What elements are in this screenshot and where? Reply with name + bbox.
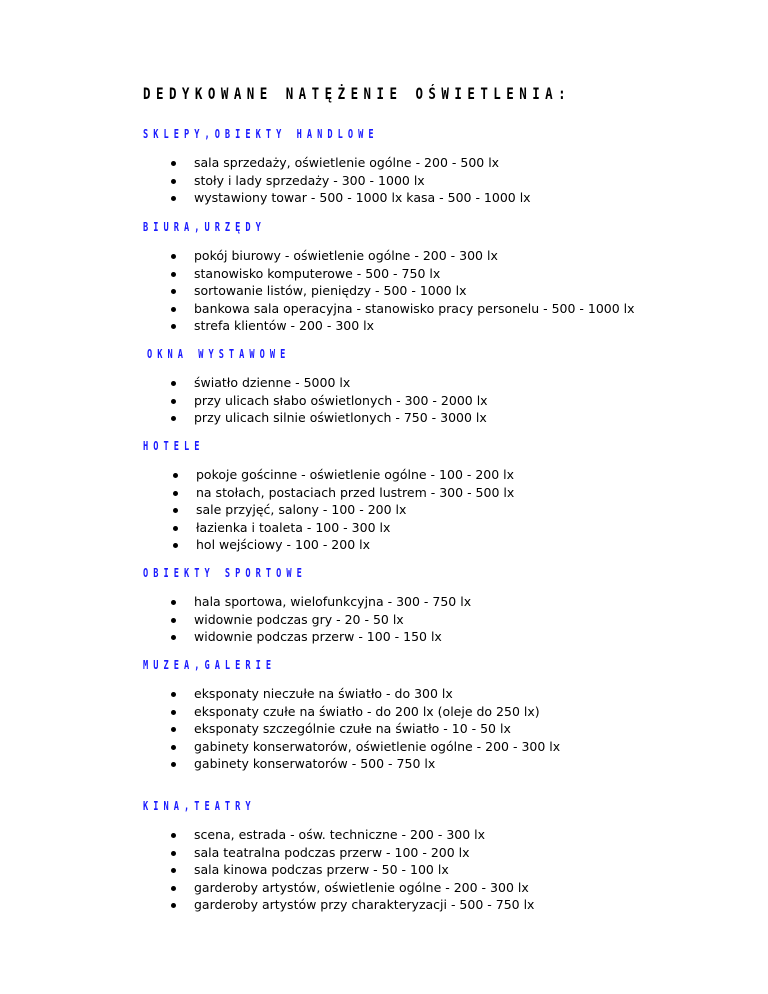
section-offices — [143, 219, 743, 334]
section-heading: KINA,TEATRY — [143, 799, 256, 813]
section-sports — [143, 565, 743, 645]
item-list — [171, 154, 531, 207]
section-museums — [143, 657, 743, 772]
list-item: sortowanie listów, pieniędzy - 500 - 1000 lx — [171, 282, 635, 300]
list-item: eksponaty nieczułe na światło - do 300 lx — [171, 685, 560, 703]
item-list — [171, 826, 534, 914]
item-list — [173, 466, 514, 554]
list-item: sala sprzedaży, oświetlenie ogólne - 200 - 500 lx — [171, 154, 531, 172]
list-item: światło dzienne - 5000 lx — [171, 374, 488, 392]
list-item: stanowisko komputerowe - 500 - 750 lx — [171, 265, 635, 283]
list-item: sala kinowa podczas przerw - 50 - 100 lx — [171, 861, 534, 879]
list-item: eksponaty czułe na światło - do 200 lx (oleje do 250 lx) — [171, 703, 560, 721]
list-item: widownie podczas gry - 20 - 50 lx — [171, 611, 471, 629]
section-heading: OBIEKTY SPORTOWE — [143, 566, 307, 580]
list-item: bankowa sala operacyjna - stanowisko pracy personelu - 500 - 1000 lx — [171, 300, 635, 318]
list-item: garderoby artystów, oświetlenie ogólne - 200 - 300 lx — [171, 879, 534, 897]
section-heading: MUZEA,GALERIE — [143, 658, 277, 672]
list-item: strefa klientów - 200 - 300 lx — [171, 317, 635, 335]
section-heading: BIURA,URZĘDY — [143, 220, 266, 234]
list-item: pokoje gościnne - oświetlenie ogólne - 100 - 200 lx — [173, 466, 514, 484]
list-item: przy ulicach silnie oświetlonych - 750 - 3000 lx — [171, 409, 488, 427]
list-item: przy ulicach słabo oświetlonych - 300 - 2000 lx — [171, 392, 488, 410]
section-shops — [143, 126, 743, 206]
list-item: gabinety konserwatorów - 500 - 750 lx — [171, 755, 560, 773]
list-item: scena, estrada - ośw. techniczne - 200 - 300 lx — [171, 826, 534, 844]
item-list — [171, 374, 488, 427]
list-item: stoły i lady sprzedaży - 300 - 1000 lx — [171, 172, 531, 190]
section-heading: OKNA WYSTAWOWE — [147, 347, 291, 361]
section-heading: SKLEPY,OBIEKTY HANDLOWE — [143, 127, 379, 141]
list-item: pokój biurowy - oświetlenie ogólne - 200 - 300 lx — [171, 247, 635, 265]
document-title: DEDYKOWANE NATĘŻENIE OŚWIETLENIA: — [143, 84, 572, 103]
item-list — [171, 593, 471, 646]
list-item: wystawiony towar - 500 - 1000 lx kasa - 500 - 1000 lx — [171, 189, 531, 207]
list-item: sale przyjęć, salony - 100 - 200 lx — [173, 501, 514, 519]
list-item: gabinety konserwatorów, oświetlenie ogólne - 200 - 300 lx — [171, 738, 560, 756]
list-item: hol wejściowy - 100 - 200 lx — [173, 536, 514, 554]
section-hotels — [143, 438, 743, 553]
section-cinemas-theatres — [143, 798, 743, 913]
list-item: hala sportowa, wielofunkcyjna - 300 - 750 lx — [171, 593, 471, 611]
item-list — [171, 685, 560, 773]
list-item: garderoby artystów przy charakteryzacji - 500 - 750 lx — [171, 896, 534, 914]
list-item: sala teatralna podczas przerw - 100 - 200 lx — [171, 844, 534, 862]
list-item: łazienka i toaleta - 100 - 300 lx — [173, 519, 514, 537]
section-shop-windows — [147, 346, 747, 426]
list-item: widownie podczas przerw - 100 - 150 lx — [171, 628, 471, 646]
item-list — [171, 247, 635, 335]
section-heading: HOTELE — [143, 439, 205, 453]
list-item: eksponaty szczególnie czułe na światło - 10 - 50 lx — [171, 720, 560, 738]
list-item: na stołach, postaciach przed lustrem - 300 - 500 lx — [173, 484, 514, 502]
